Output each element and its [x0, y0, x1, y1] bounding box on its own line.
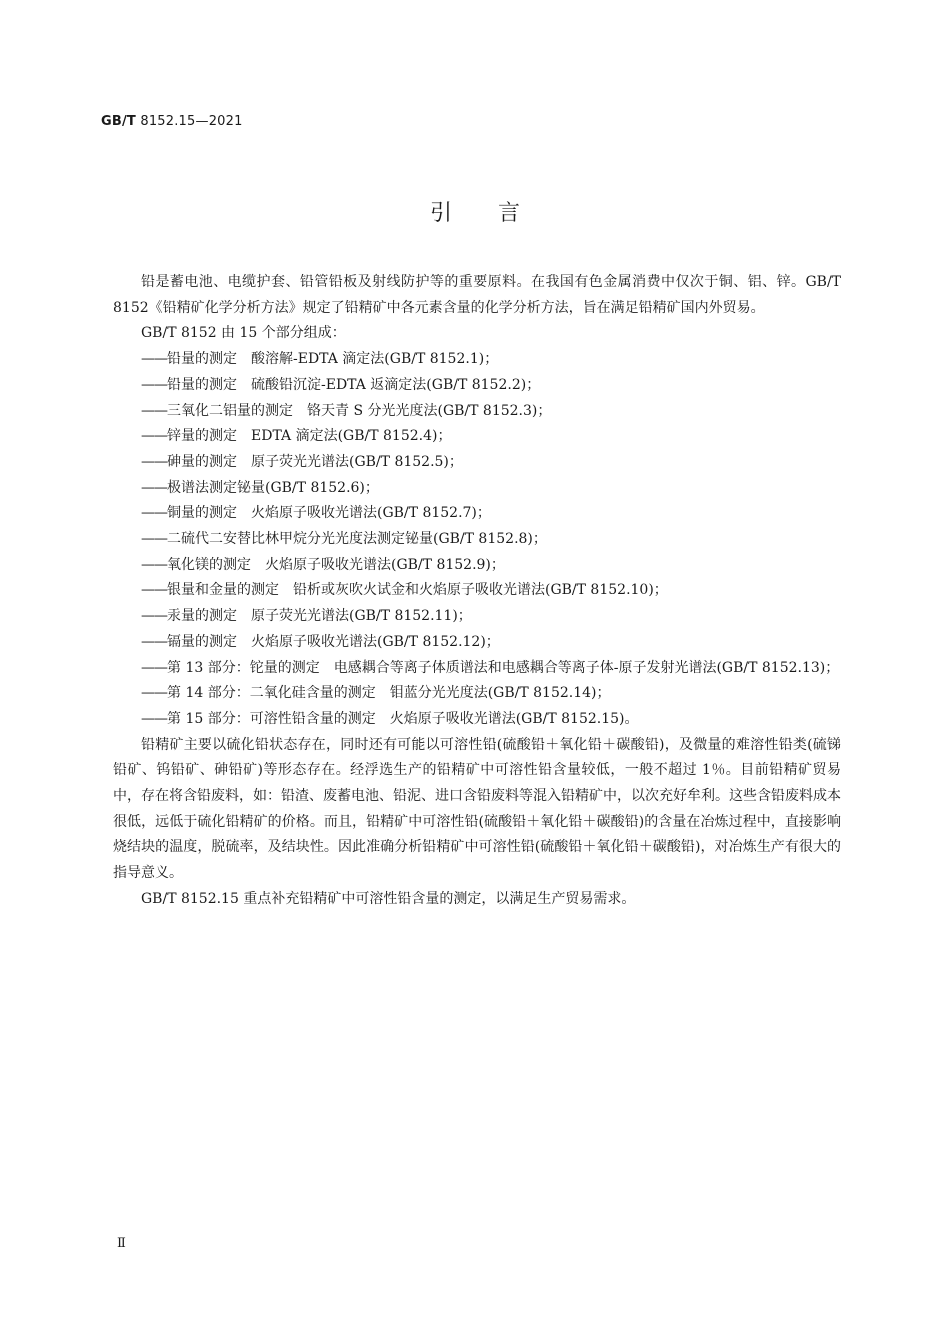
document-code-prefix: GB/T: [101, 114, 136, 129]
list-dash: ——: [141, 402, 167, 419]
page-title: 引言: [429, 201, 566, 226]
list-dash: ——: [141, 608, 167, 625]
list-dash: ——: [141, 376, 167, 393]
intro-paragraph: 铅是蓄电池、电缆护套、铅管铅板及射线防护等的重要原料。在我国有色金属消费中仅次于铜、铝、锌。GB/T 8152《铅精矿化学分析方法》规定了铅精矿中各元素含量的化学分析方法，旨在满足铅精矿国内外贸易。: [113, 274, 841, 316]
list-item-text: 锌量的测定 EDTA 滴定法(GB/T 8152.4)；: [167, 428, 452, 445]
closing-paragraph: GB/T 8152.15 重点补充铅精矿中可溶性铅含量的测定，以满足生产贸易需求。: [141, 890, 636, 907]
list-dash: ——: [141, 531, 167, 548]
list-item-text: 砷量的测定 原子荧光光谱法(GB/T 8152.5)；: [167, 453, 463, 470]
list-dash: ——: [141, 428, 167, 445]
list-item-text: 氧化镁的测定 火焰原子吸收光谱法(GB/T 8152.9)；: [167, 556, 505, 573]
list-dash: ——: [141, 556, 167, 573]
list-item-text: 镉量的测定 火焰原子吸收光谱法(GB/T 8152.12)；: [167, 633, 500, 650]
list-dash: ——: [141, 505, 167, 522]
list-item: [113, 399, 841, 425]
list-dash: ——: [141, 582, 167, 599]
document-code: [101, 114, 243, 129]
list-item: [113, 450, 841, 476]
list-item-text: 汞量的测定 原子荧光光谱法(GB/T 8152.11)；: [167, 608, 472, 625]
list-item-text: 三氧化二铝量的测定 铬天青 S 分光光度法(GB/T 8152.3)；: [167, 402, 552, 419]
list-item: [113, 527, 841, 553]
list-item: [113, 501, 841, 527]
list-dash: ——: [141, 453, 167, 470]
list-item: [113, 373, 841, 399]
document-body: [113, 270, 841, 913]
document-code-number: 8152.15—2021: [140, 114, 243, 129]
list-item: [113, 578, 841, 604]
list-item-text: 铜量的测定 火焰原子吸收光谱法(GB/T 8152.7)；: [167, 505, 491, 522]
list-item: [113, 347, 841, 373]
list-item-text: 二硫代二安替比林甲烷分光光度法测定铋量(GB/T 8152.8)；: [167, 531, 547, 548]
list-dash: ——: [141, 685, 167, 702]
list-item: [113, 630, 841, 656]
body-paragraph: 铅精矿主要以硫化铅状态存在，同时还有可能以可溶性铅(硫酸铅＋氧化铅＋碳酸铅)，及微量的难溶性铅类(硫锑铅矿、钨铅矿、砷铅矿)等形态存在。经浮选生产的铅精矿中可溶性铅含量较低，一般不超过 1％。目前铅精矿贸易中，存在将含铅废料，如：铅渣、废蓄电池、铅泥、进口含铅废料等混入铅精矿中，以次充好牟利。这些含铅废料成本很低，远低于硫化铅精矿的价格。而且，铅精矿中可溶性铅(硫酸铅＋氧化铅＋碳酸铅)的含量在冶炼过程中，直接影响烧结块的温度，脱硫率，及结块性。因此准确分析铅精矿中可溶性铅(硫酸铅＋氧化铅＋碳酸铅)，对冶炼生产有很大的指导意义。: [113, 736, 841, 882]
list-item: [113, 476, 841, 502]
list-item: [113, 681, 841, 707]
list-dash: ——: [141, 351, 167, 368]
page-number: Ⅱ: [117, 1236, 126, 1251]
list-dash: ——: [141, 659, 167, 676]
list-item-text: 铅量的测定 硫酸铅沉淀-EDTA 返滴定法(GB/T 8152.2)；: [167, 376, 541, 393]
list-item-text: 铅量的测定 酸溶解-EDTA 滴定法(GB/T 8152.1)；: [167, 351, 499, 368]
list-dash: ——: [141, 633, 167, 650]
list-item-text: 第 15 部分：可溶性铅含量的测定 火焰原子吸收光谱法(GB/T 8152.15)。: [167, 710, 639, 727]
list-item-text: 极谱法测定铋量(GB/T 8152.6)；: [167, 479, 379, 496]
list-item: [113, 656, 841, 682]
list-dash: ——: [141, 479, 167, 496]
list-item: [113, 604, 841, 630]
list-dash: ——: [141, 710, 167, 727]
list-item: [113, 424, 841, 450]
list-item: [113, 707, 841, 733]
parts-list: [113, 347, 841, 733]
list-item-text: 第 13 部分：铊量的测定 电感耦合等离子体质谱法和电感耦合等离子体-原子发射光谱法(GB/T 8152.13)；: [167, 659, 840, 676]
list-item-text: 第 14 部分：二氧化硅含量的测定 钼蓝分光光度法(GB/T 8152.14)；: [167, 685, 611, 702]
list-item-text: 银量和金量的测定 铅析或灰吹火试金和火焰原子吸收光谱法(GB/T 8152.10)；: [167, 582, 668, 599]
list-item: [113, 553, 841, 579]
parts-intro: GB/T 8152 由 15 个部分组成：: [141, 325, 346, 342]
